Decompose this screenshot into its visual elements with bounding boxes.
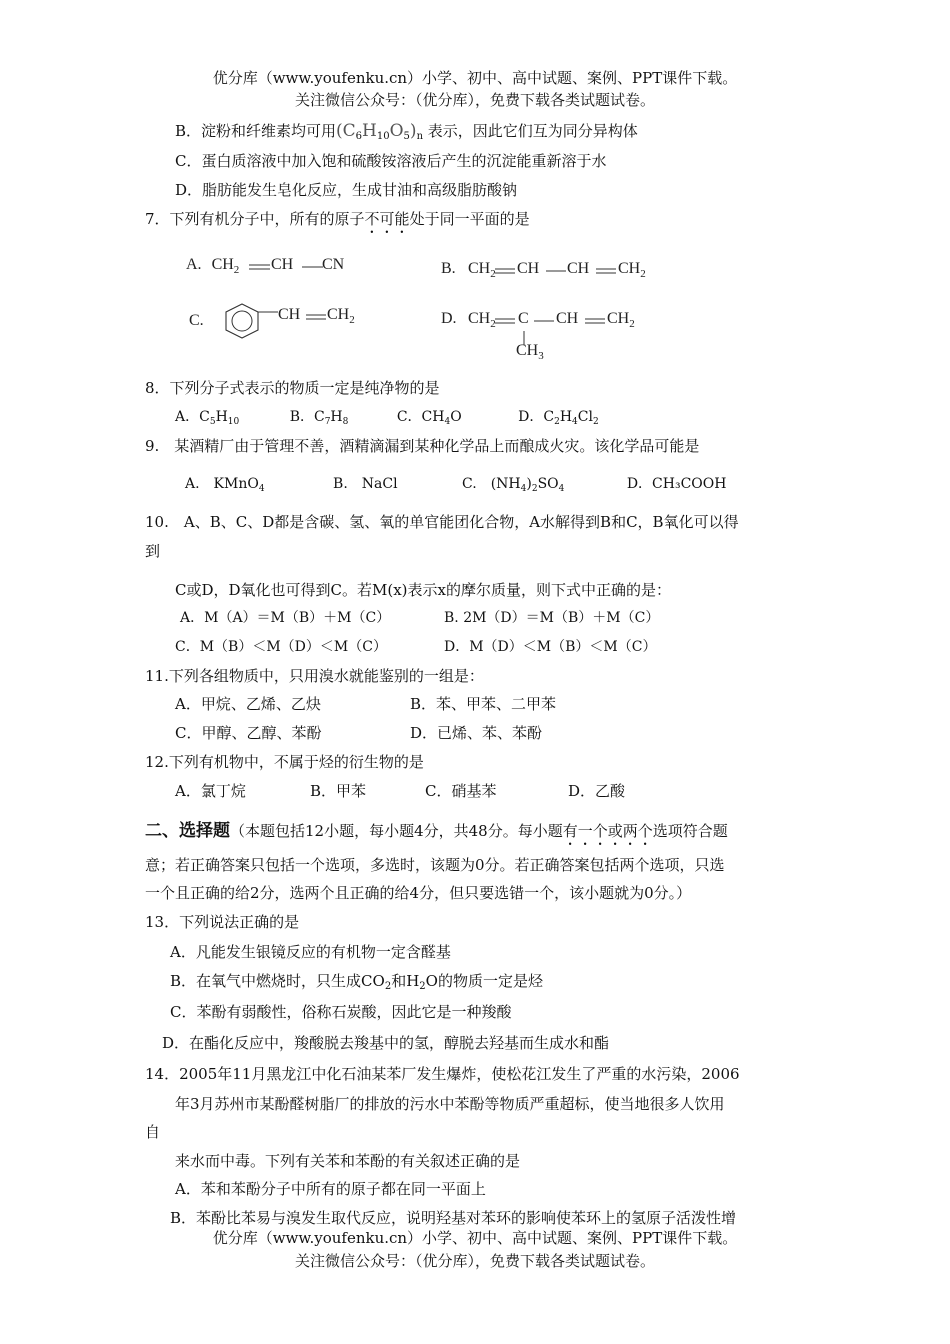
q7-b-double-bond-2 bbox=[594, 264, 618, 278]
q13-stem: 13．下列说法正确的是 bbox=[145, 913, 300, 931]
q13-option-d: D．在酯化反应中，羧酸脱去羧基中的氢，醇脱去羟基而生成水和酯 bbox=[162, 1034, 610, 1052]
q7-d-ch3 bbox=[516, 342, 544, 362]
q7-a-ch2-sub: 2 bbox=[233, 264, 240, 276]
q9-option-b: B. NaCl bbox=[333, 476, 398, 492]
q13-option-a: A．凡能发生银镜反应的有机物一定含醛基 bbox=[170, 943, 451, 961]
q10-option-c: C．M（B）＜M（D）＜M（C） bbox=[175, 639, 387, 655]
q8-a-mid: H bbox=[215, 409, 228, 425]
header-line-1: 优分库（www.youfenku.cn）小学、初中、高中试题、案例、PPT课件下载。 bbox=[212, 69, 738, 87]
q12-option-d: D．乙酸 bbox=[568, 782, 626, 800]
section-2-title: 二、选择题 bbox=[145, 821, 230, 841]
q7-b-single-bond bbox=[544, 264, 568, 278]
section-2-intro-line-2: 意；若正确答案只包括一个选项，多选时，该题为0分。若正确答案包括两个选项，只选 bbox=[145, 856, 725, 874]
q7-a-label: A. bbox=[186, 256, 202, 273]
q8-b-sub1: 7 bbox=[324, 417, 331, 427]
q7-stem bbox=[145, 209, 530, 237]
q14-stem-line-1: 14．2005年11月黑龙江中化石油某苯厂发生爆炸，使松花江发生了严重的水污染，2006 bbox=[145, 1065, 740, 1083]
section-2-intro-line-3: 一个且正确的给2分，选两个且正确的给4分，但只要选错一个，该小题就为0分。） bbox=[145, 884, 692, 902]
q6-b-formula-c: (C bbox=[336, 121, 356, 141]
q6-b-sub-n: n bbox=[416, 131, 424, 142]
q13-option-b bbox=[170, 971, 543, 997]
section-2-l1-post: 选项符合题 bbox=[652, 822, 728, 840]
q8-option-b bbox=[290, 409, 349, 425]
q14-option-a: A．苯和苯酚分子中所有的原子都在同一平面上 bbox=[175, 1180, 486, 1198]
q7-c-benzene-ring bbox=[220, 300, 282, 346]
q13-b-mid: 和H bbox=[391, 972, 420, 990]
q7-a-ch: CH bbox=[271, 256, 294, 273]
q11-stem: 11.下列各组物质中，只用溴水就能鉴别的一组是： bbox=[145, 667, 484, 685]
q10-option-d: D．M（D）＜M（B）＜M（C） bbox=[444, 639, 657, 655]
q7-b-ch2-left-sub: 2 bbox=[490, 268, 496, 280]
q8-a-pre: A．C bbox=[175, 409, 210, 425]
q9-a-pre: A. KMnO bbox=[185, 476, 259, 492]
q7-c-label: C. bbox=[189, 312, 204, 329]
q7-d-ch3-text: CH bbox=[516, 342, 539, 359]
q7-b-ch-1: CH bbox=[517, 260, 540, 277]
q11-option-c: C．甲醇、乙醇、苯酚 bbox=[175, 724, 322, 742]
section-2-l1-emphasis: 有一个或两个 bbox=[562, 822, 653, 840]
q13-b-pre: B．在氧气中燃烧时，只生成CO bbox=[170, 972, 385, 990]
q8-option-c bbox=[397, 409, 462, 425]
q7-d-double-bond-1 bbox=[493, 314, 517, 328]
q9-c-mid2: SO bbox=[537, 476, 559, 492]
q7-stem-post: 处于同一平面的是 bbox=[409, 210, 530, 228]
q9-c-pre: C. (NH bbox=[462, 476, 521, 492]
q10-stem-line-2: 到 bbox=[145, 542, 161, 560]
q13-b-post: O的物质一定是烃 bbox=[425, 972, 543, 990]
q11-option-a: A．甲烷、乙烯、乙炔 bbox=[175, 695, 321, 713]
q14-option-b: B．苯酚比苯易与溴发生取代反应，说明羟基对苯环的影响使苯环上的氢原子活泼性增 bbox=[170, 1209, 737, 1227]
q8-d-mid: H bbox=[559, 409, 573, 425]
q7-c-ch2 bbox=[327, 306, 355, 326]
q8-d-mid2: Cl bbox=[577, 409, 593, 425]
q7-b-ch2-right-sub: 2 bbox=[640, 268, 646, 280]
q9-a-sub: 4 bbox=[258, 484, 265, 494]
q10-stem-line-3: C或D，D氧化也可得到C。若M(x)表示x的摩尔质量，则下式中正确的是： bbox=[175, 581, 671, 599]
section-2-intro-line-1 bbox=[145, 821, 728, 849]
q8-d-sub2: 4 bbox=[572, 417, 578, 427]
q13-option-c: C．苯酚有弱酸性，俗称石炭酸，因此它是一种羧酸 bbox=[170, 1003, 512, 1021]
q8-options bbox=[175, 407, 599, 432]
q11-option-b: B．苯、甲苯、二甲苯 bbox=[410, 695, 557, 713]
q7-d-ch: CH bbox=[556, 310, 579, 327]
q6-b-formula-close: ) bbox=[409, 121, 417, 141]
q6-option-c: C．蛋白质溶液中加入饱和硫酸铵溶液后产生的沉淀能重新溶于水 bbox=[175, 152, 607, 170]
q7-d-ch2-right-text: CH bbox=[607, 310, 630, 327]
q6-b-formula-h: H bbox=[362, 121, 377, 141]
q8-option-d bbox=[518, 409, 599, 425]
q7-d-double-bond-2 bbox=[583, 314, 607, 328]
q9-c-sub2: 2 bbox=[531, 484, 538, 494]
q7-a-double-bond-1 bbox=[247, 260, 272, 274]
header-line-2: 关注微信公众号：（优分库），免费下载各类试题试卷。 bbox=[294, 91, 655, 109]
q8-b-sub2: 8 bbox=[342, 417, 349, 427]
q7-b-ch2-left-text: CH bbox=[468, 260, 491, 277]
q12-stem: 12.下列有机物中，不属于烃的衍生物的是 bbox=[145, 753, 424, 771]
q7-d-c-atom: C bbox=[518, 310, 529, 327]
q7-b-ch2-right bbox=[618, 260, 646, 280]
q7-b-label: B. bbox=[441, 260, 456, 277]
q8-a-sub1: 5 bbox=[209, 417, 216, 427]
q7-d-ch2-left bbox=[468, 310, 496, 330]
q8-d-sub3: 2 bbox=[592, 417, 599, 427]
q9-option-a bbox=[185, 476, 265, 492]
q7-c-ch2-text: CH bbox=[327, 306, 350, 323]
q12-option-b: B．甲苯 bbox=[310, 782, 367, 800]
q13-b-sub1: 2 bbox=[384, 981, 392, 992]
q12-option-c: C．硝基苯 bbox=[425, 782, 497, 800]
q14-stem-line-2: 年3月苏州市某酚醛树脂厂的排放的污水中苯酚等物质严重超标，使当地很多人饮用 bbox=[175, 1095, 725, 1113]
q9-stem: 9. 某酒精厂由于管理不善，酒精滴漏到某种化学品上而酿成火灾。该化学品可能是 bbox=[145, 437, 700, 455]
q9-option-c bbox=[462, 476, 564, 492]
q12-option-a: A．氯丁烷 bbox=[175, 782, 246, 800]
q10-stem-line-1: 10. A、B、C、D都是含碳、氢、氧的单官能团化合物，A水解得到B和C，B氧化可以得 bbox=[145, 513, 739, 531]
footer-line-1: 优分库（www.youfenku.cn）小学、初中、高中试题、案例、PPT课件下载。 bbox=[212, 1229, 738, 1247]
section-2-l1-pre: （本题包括12小题，每小题4分，共48分。每小题 bbox=[230, 822, 563, 840]
q11-option-d: D．已烯、苯、苯酚 bbox=[410, 724, 543, 742]
q8-d-pre: D．C bbox=[518, 409, 555, 425]
q7-d-ch2-right-sub: 2 bbox=[629, 318, 635, 330]
q9-c-sub1: 4 bbox=[520, 484, 527, 494]
q10-option-b: B. 2M（D）＝M（B）＋M（C） bbox=[444, 610, 660, 626]
q8-c-sub1: 4 bbox=[444, 417, 451, 427]
q8-c-pre: C．CH bbox=[396, 409, 445, 425]
q7-structure-a bbox=[186, 256, 239, 276]
q7-c-double-bond bbox=[304, 310, 328, 324]
q6-b-sub-6: 6 bbox=[355, 131, 363, 142]
q8-b-mid: H bbox=[330, 409, 343, 425]
q7-a-cn: CN bbox=[322, 256, 345, 273]
q7-b-ch-2: CH bbox=[567, 260, 590, 277]
q10-option-a: A．M（A）＝M（B）＋M（C） bbox=[180, 610, 391, 626]
q7-c-ch2-sub: 2 bbox=[349, 314, 355, 326]
q7-a-ch2: CH bbox=[211, 256, 234, 273]
q7-stem-pre: 7．下列有机分子中，所有的原子 bbox=[145, 210, 365, 228]
footer-line-2: 关注微信公众号：（优分库），免费下载各类试题试卷。 bbox=[294, 1252, 655, 1270]
q6-option-b bbox=[175, 121, 638, 147]
q7-d-ch2-left-sub: 2 bbox=[490, 318, 496, 330]
q6-b-sub-10: 10 bbox=[376, 131, 390, 142]
q7-d-single-bond bbox=[532, 314, 556, 328]
q6-b-formula-o: O bbox=[389, 121, 404, 141]
q7-d-ch2-right bbox=[607, 310, 635, 330]
q14-stem-line-3: 自 bbox=[145, 1123, 161, 1141]
q7-d-label: D. bbox=[441, 310, 457, 327]
q6-b-text-pre: B．淀粉和纤维素均可用 bbox=[175, 122, 337, 140]
q9-c-mid: ) bbox=[526, 476, 532, 492]
q8-stem: 8．下列分子式表示的物质一定是纯净物的是 bbox=[145, 379, 440, 397]
q7-b-double-bond-1 bbox=[493, 264, 517, 278]
q7-c-ch: CH bbox=[278, 306, 301, 323]
q9-option-d: D．CH₃COOH bbox=[626, 476, 727, 492]
q7-stem-emphasis: 不可能 bbox=[364, 210, 410, 228]
q7-d-ch3-sub: 3 bbox=[538, 350, 544, 362]
q7-b-ch2-left bbox=[468, 260, 496, 280]
q7-d-ch2-left-text: CH bbox=[468, 310, 491, 327]
q9-c-sub3: 4 bbox=[558, 484, 565, 494]
q6-b-sub-5: 5 bbox=[403, 131, 410, 142]
q8-a-sub2: 10 bbox=[227, 417, 240, 427]
q6-option-d: D．脂肪能发生皂化反应，生成甘油和高级脂肪酸钠 bbox=[175, 181, 518, 199]
q8-b-pre: B．C bbox=[289, 409, 325, 425]
q6-b-text-post: 表示，因此它们互为同分异构体 bbox=[423, 122, 638, 140]
q8-d-sub1: 2 bbox=[554, 417, 560, 427]
q7-b-ch2-right-text: CH bbox=[618, 260, 641, 277]
q9-options bbox=[185, 474, 726, 499]
q14-stem-line-4: 来水而中毒。下列有关苯和苯酚的有关叙述正确的是 bbox=[175, 1152, 521, 1170]
q13-b-sub2: 2 bbox=[419, 981, 426, 992]
q8-option-a bbox=[175, 409, 239, 425]
q8-c-post: O bbox=[450, 409, 462, 425]
